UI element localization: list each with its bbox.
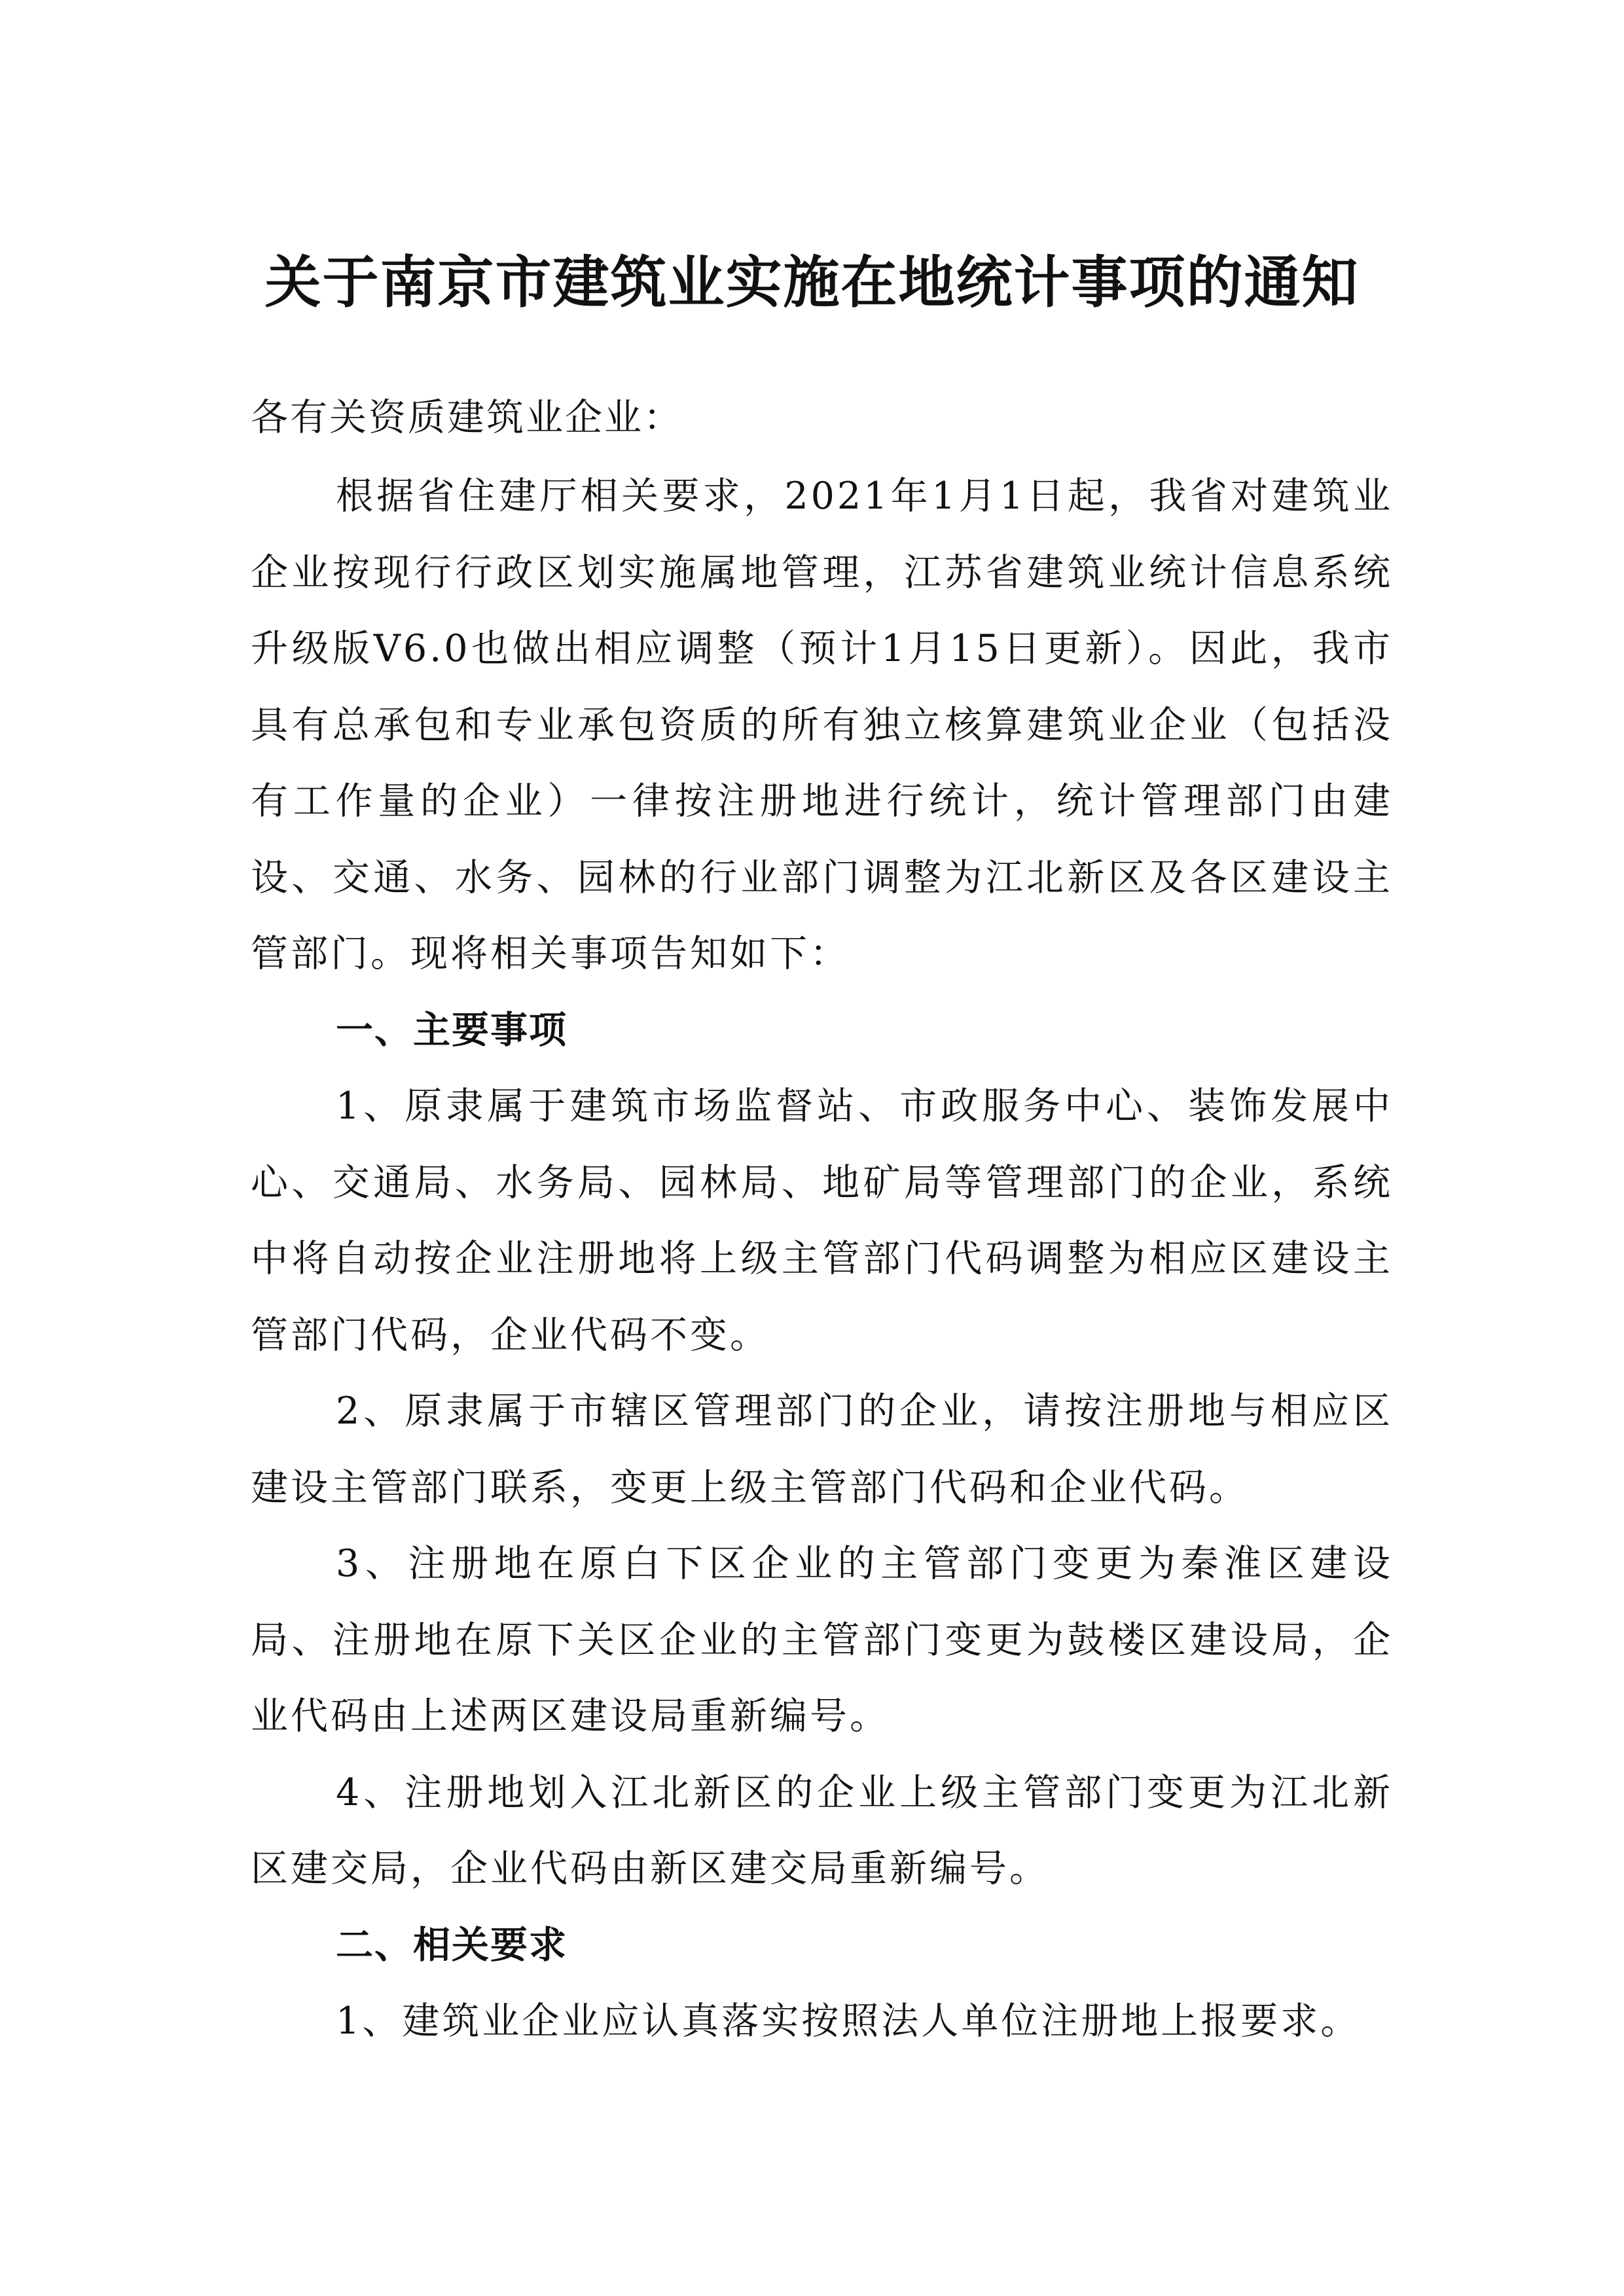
intro-paragraph: 根据省住建厅相关要求，2021年1月1日起，我省对建筑业企业按现行行政区划实施属地管理，江苏省建筑业统计信息系统升级版V6.0也做出相应调整（预计1月15日更新）。因此，我市具有总承包和专业承包资质的所有独立核算建筑业企业（包括没有工作量的企业）一律按注册地进行统计，统计管理部门由建设、交通、水务、园林的行业部门调整为江北新区及各区建设主管部门。现将相关事项告知如下： (251, 475, 1393, 975)
section-heading-main-matters: 一、主要事项 (336, 1008, 568, 1052)
section-heading-requirements: 二、相关要求 (336, 1923, 568, 1967)
document-title: 关于南京市建筑业实施在地统计事项的通知 (264, 250, 1360, 315)
main-matters-item-1: 1、原隶属于建筑市场监督站、市政服务中心、装饰发展中心、交通局、水务局、园林局、地矿局等管理部门的企业，系统中将自动按企业注册地将上级主管部门代码调整为相应区建设主管部门代码，企业代码不变。 (251, 1085, 1393, 1357)
document-body (251, 458, 1393, 2060)
main-matters-item-4: 4、注册地划入江北新区的企业上级主管部门变更为江北新区建交局，企业代码由新区建交局重新编号。 (251, 1770, 1393, 1890)
requirements-item-1: 1、建筑业企业应认真落实按照法人单位注册地上报要求。 (336, 2000, 1361, 2043)
salutation: 各有关资质建筑业企业： (251, 396, 683, 439)
main-matters-item-2: 2、原隶属于市辖区管理部门的企业，请按注册地与相应区建设主管部门联系，变更上级主管部门代码和企业代码。 (251, 1390, 1393, 1509)
main-matters-item-3: 3、注册地在原白下区企业的主管部门变更为秦淮区建设局、注册地在原下关区企业的主管部门变更为鼓楼区建设局，企业代码由上述两区建设局重新编号。 (251, 1542, 1393, 1738)
